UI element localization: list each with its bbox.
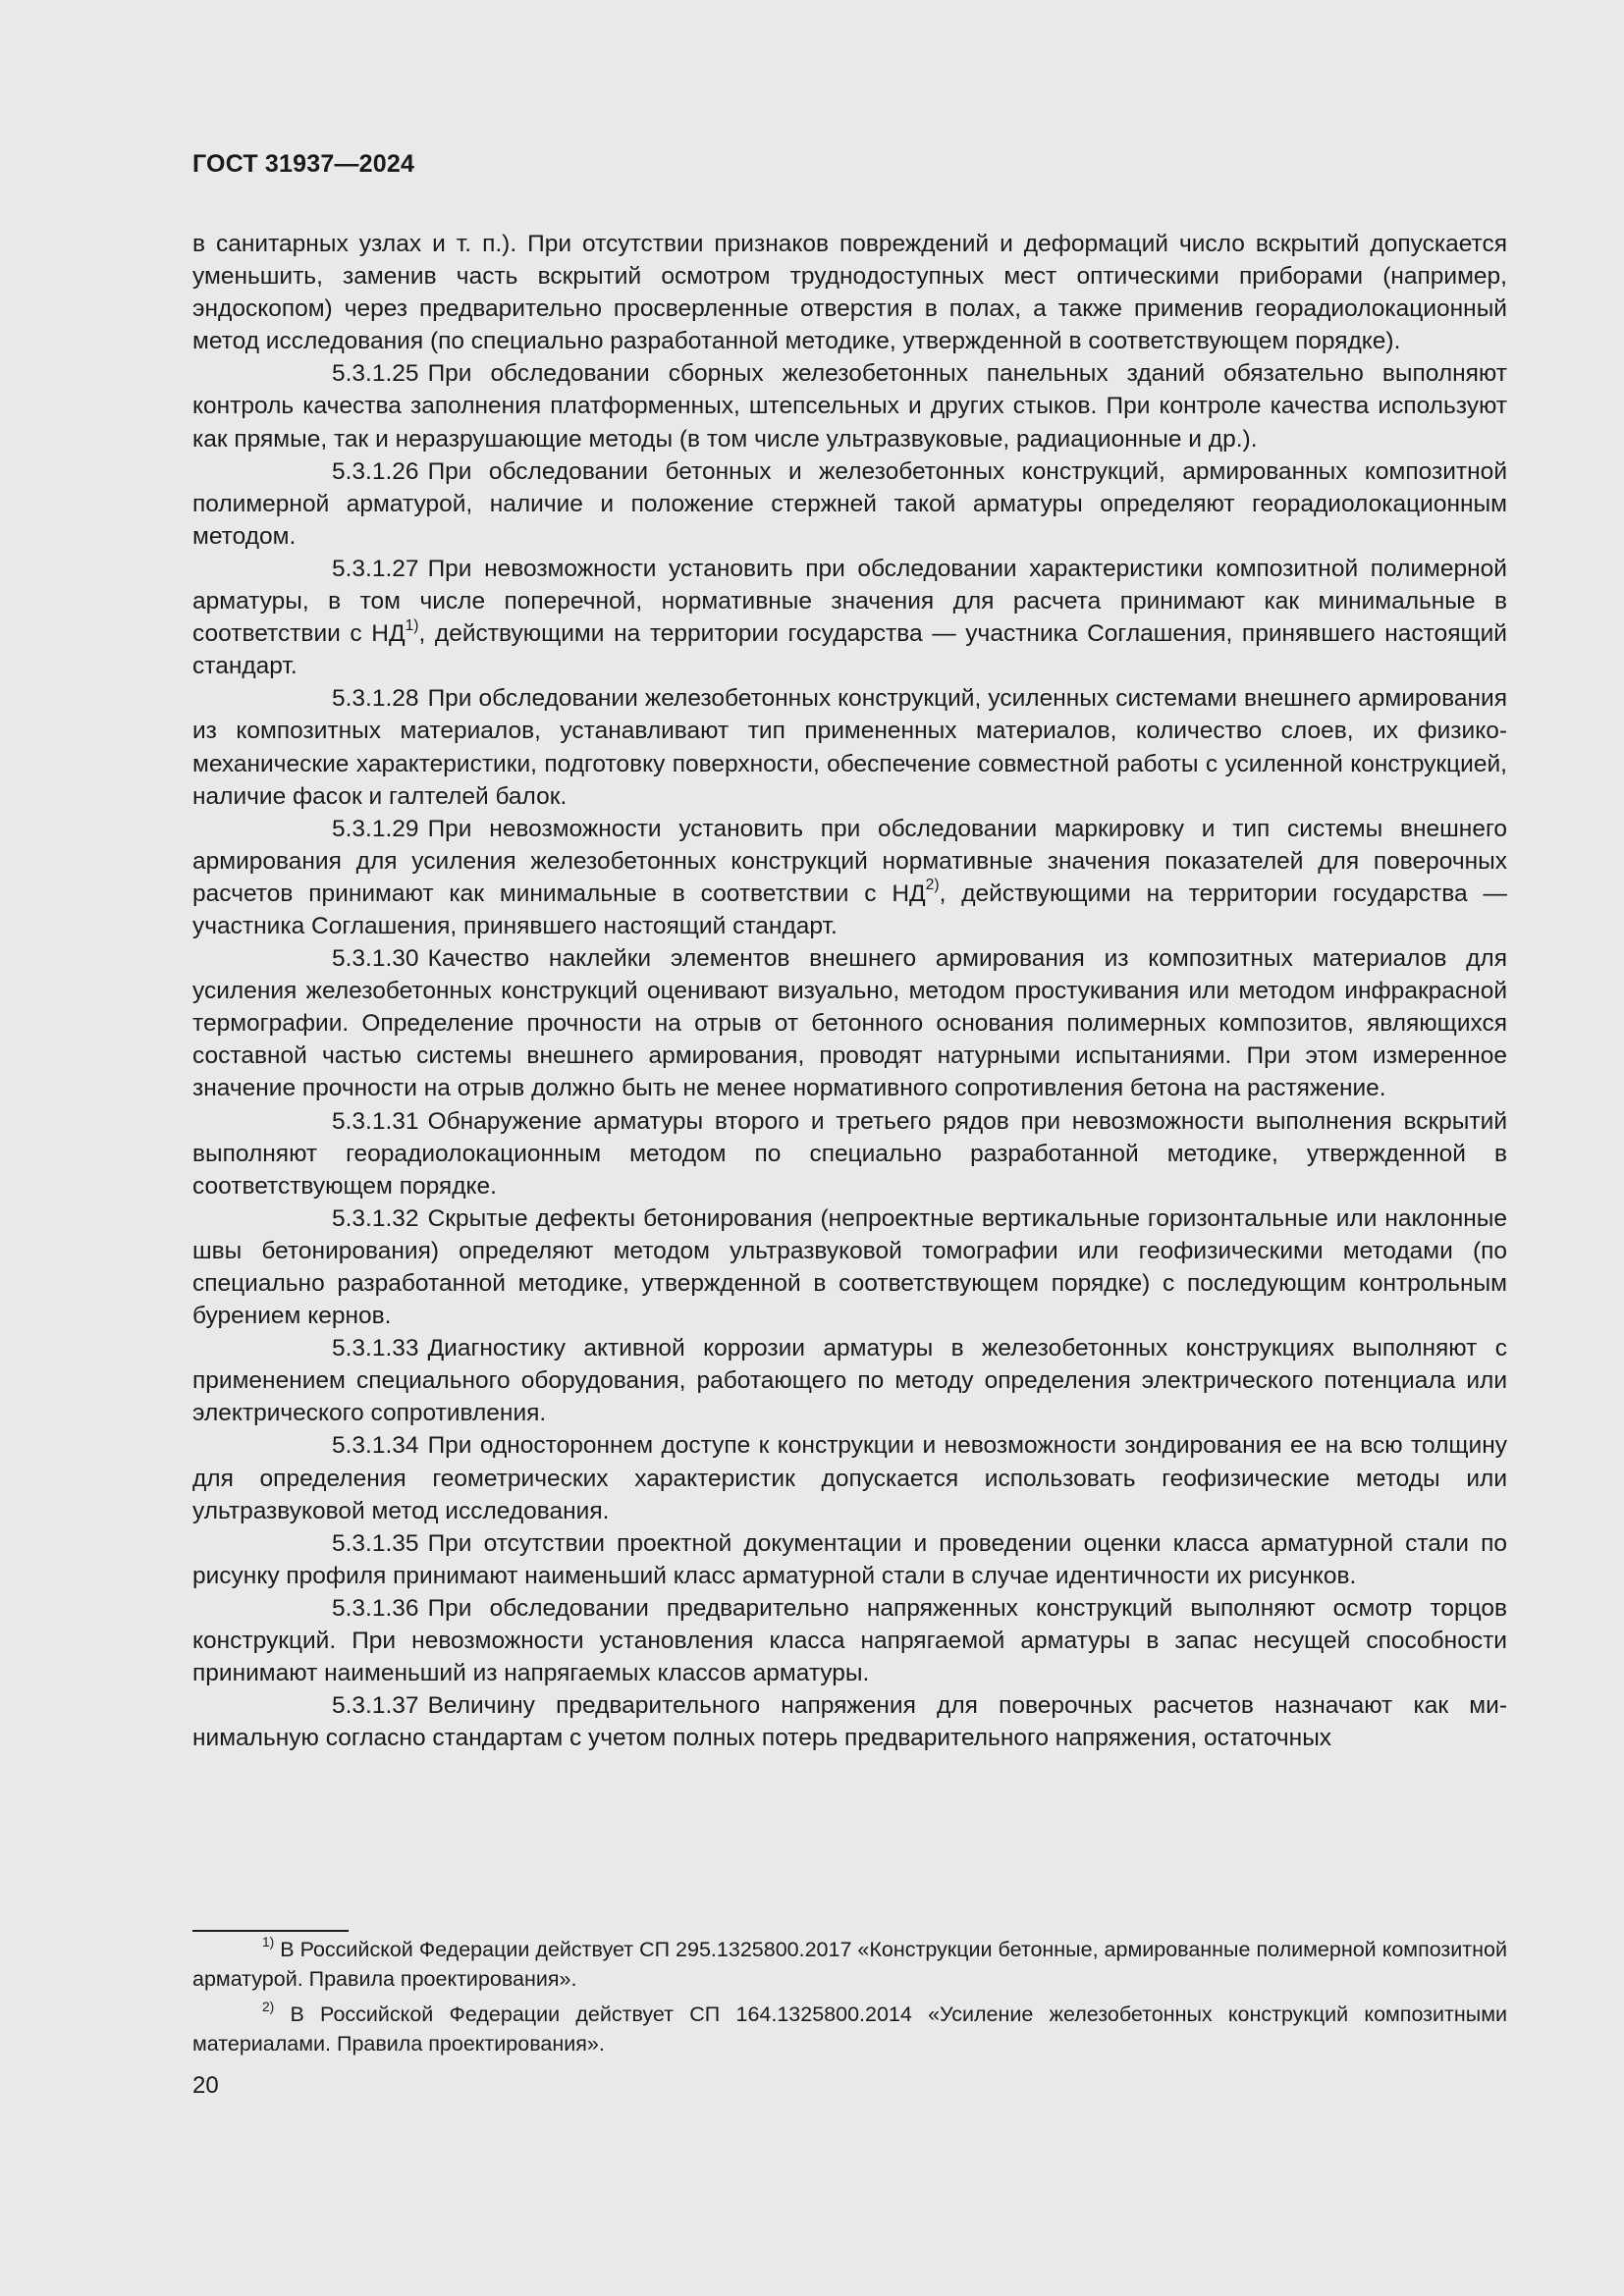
clause-number: 5.3.1.35: [332, 1529, 419, 1557]
footnote-mark: 2): [262, 1999, 275, 2014]
clause-text: При обследовании сборных железобетонных панельных зданий обязательно выполняют контроль качества заполнения платформенных, штепсельных и других стыков. При контроле качества используют как прямые, так и неразрушающие методы (в том числе ультразвуковые, радиационные и др.).: [192, 360, 1507, 453]
clause-number: 5.3.1.33: [332, 1335, 419, 1362]
clause-text: При невозможности установить при обследовании маркировку и тип системы внешнего армирования для усиления железобетонных конструкций нормативные значения показателей для поверочных расчетов принимают как минимальные в соответствии с НД: [192, 815, 1507, 907]
clause-number: 5.3.1.31: [332, 1107, 419, 1135]
clause-text: Обнаружение арматуры второго и третьего рядов при невозможности выполнения вскрытий выполняют георадиолокационным методом по специально разработанной методике, утвержденной в соответствующем порядке.: [192, 1107, 1507, 1200]
page-number: 20: [192, 2072, 219, 2099]
clause-text: При обследовании железобетонных конструкций, усиленных системами внешнего армирования из композитных материалов, устанавливают тип примененных материалов, количество слоев, их физико-механические характеристики, подготовку поверхности, обеспечение совместной работы с усиленной конструкцией, наличие фасок и галтелей балок.: [192, 685, 1507, 810]
paragraph-5-3-1-33: [192, 1332, 1507, 1429]
clause-number: 5.3.1.34: [332, 1432, 419, 1460]
clause-number: 5.3.1.36: [332, 1594, 419, 1622]
intro-paragraph: в санитарных узлах и т. п.). При отсутствии признаков повреждений и деформаций число вскрытий допускается уменьшить, заменив часть вскрытий осмотром труднодоступных мест оптическими приборами (например, эндоскопом) через предварительно просверленные отверстия в полах, а также применив георадиолокационный метод исследования (по специально разработанной методике, утвержденной в соответствующем порядке).: [192, 231, 1507, 355]
paragraph-5-3-1-34: [192, 1429, 1507, 1526]
footnote-text: В Российской Федерации действует СП 164.1325800.2014 «Усиление железобетонных конструкций композитными материалами. Правила проектирования».: [192, 2002, 1507, 2056]
clause-number: 5.3.1.32: [332, 1204, 419, 1232]
clause-number: 5.3.1.30: [332, 945, 419, 973]
clause-text: При обследовании предварительно напряженных конструкций выполняют осмотр торцов конструкций. При невозможности установления класса напрягаемой арматуры в запас несущей способности принимают наименьший из напрягаемых классов арматуры.: [192, 1594, 1507, 1687]
clause-text: Скрытые дефекты бетонирования (непроектные вертикальные горизонтальные или наклонные швы бетонирования) определяют методом ультразвуковой томографии или геофизическими методами (по специально разработанной методике, утвержденной в соответствующем порядке) с последующим контрольным бурением кернов.: [192, 1204, 1507, 1330]
clause-number: 5.3.1.28: [332, 685, 419, 713]
paragraph-5-3-1-29: [192, 813, 1507, 942]
footnote-text: В Российской Федерации действует СП 295.1325800.2017 «Конструкции бетонные, армированные полимерной композитной арматурой. Правила проектирования».: [192, 1938, 1507, 1991]
footnote-1: [192, 1936, 1507, 1994]
paragraph-5-3-1-30: [192, 942, 1507, 1104]
paragraph-5-3-1-35: [192, 1527, 1507, 1592]
clause-text: Величину предварительного напряжения для поверочных расчетов назначают как минимальную согласно стандартам с учетом полных потерь предварительного напряжения, остаточных: [192, 1692, 1507, 1752]
footnote-reference-2[interactable]: 2): [925, 877, 940, 894]
paragraph-5-3-1-31: [192, 1105, 1507, 1202]
clause-text: При одностороннем доступе к конструкции и невозможности зондирования ее на всю толщину для определения геометрических характеристик допускается использовать геофизические методы или ультразвуковой метод исследования.: [192, 1432, 1507, 1524]
footnote-2: [192, 2001, 1507, 2058]
paragraph-5-3-1-26: [192, 455, 1507, 553]
paragraph-5-3-1-25: [192, 357, 1507, 454]
footnote-reference-1[interactable]: 1): [405, 616, 419, 634]
footnotes: [192, 1936, 1507, 2065]
clause-text: Качество наклейки элементов внешнего армирования из композитных материалов для усиления железобетонных конструкций оценивают визуально, методом простукивания или методом инфракрасной термографии. Определение прочности на отрыв от бетонного основания полимерных композитов, являющихся составной частью системы внешнего армирования, проводят натурными испытаниями. При этом измеренное значение прочности на отрыв должно быть не менее нормативного сопротивления бетона на растяжение.: [192, 945, 1507, 1102]
clause-text: При обследовании бетонных и железобетонных конструкций, армированных композитной полимерной арматурой, наличие и положение стержней такой арматуры определяют георадиолокационным методом.: [192, 457, 1507, 550]
clause-text: При невозможности установить при обследовании характеристики композитной полимерной арматуры, в том числе поперечной, нормативные значения для расчета принимают как минимальные в соответствии с НД: [192, 555, 1507, 648]
paragraph-5-3-1-37: [192, 1689, 1507, 1754]
paragraph-5-3-1-36: [192, 1592, 1507, 1689]
document-header: ГОСТ 31937—2024: [192, 150, 415, 178]
clause-number: 5.3.1.25: [332, 360, 419, 388]
footnote-separator: [192, 1930, 349, 1932]
clause-number: 5.3.1.37: [332, 1692, 419, 1720]
paragraph-5-3-1-27: [192, 553, 1507, 682]
paragraph-5-3-1-32: [192, 1202, 1507, 1332]
clause-text-continued: , действующими на территории государства — участника Соглашения, принявшего настоящий стандарт.: [192, 620, 1507, 680]
clause-text: При отсутствии проектной документации и проведении оценки класса арматурной стали по рисунку профиля принимают наименьший класс арматурной стали в случае идентичности их рисунков.: [192, 1529, 1507, 1589]
clause-text: Диагностику активной коррозии арматуры в железобетонных конструкциях выполняют с применением специального оборудования, работающего по методу определения электрического потенциала или электрического сопротивления.: [192, 1335, 1507, 1427]
footnote-mark: 1): [262, 1934, 275, 1949]
clause-number: 5.3.1.29: [332, 815, 419, 842]
clause-number: 5.3.1.27: [332, 555, 419, 582]
main-text: [192, 228, 1507, 1754]
paragraph-5-3-1-28: [192, 682, 1507, 812]
clause-number: 5.3.1.26: [332, 457, 419, 485]
clause-text-continued: , действующими на территории государства — участника Соглашения, принявшего настоящий стандарт.: [192, 880, 1507, 939]
